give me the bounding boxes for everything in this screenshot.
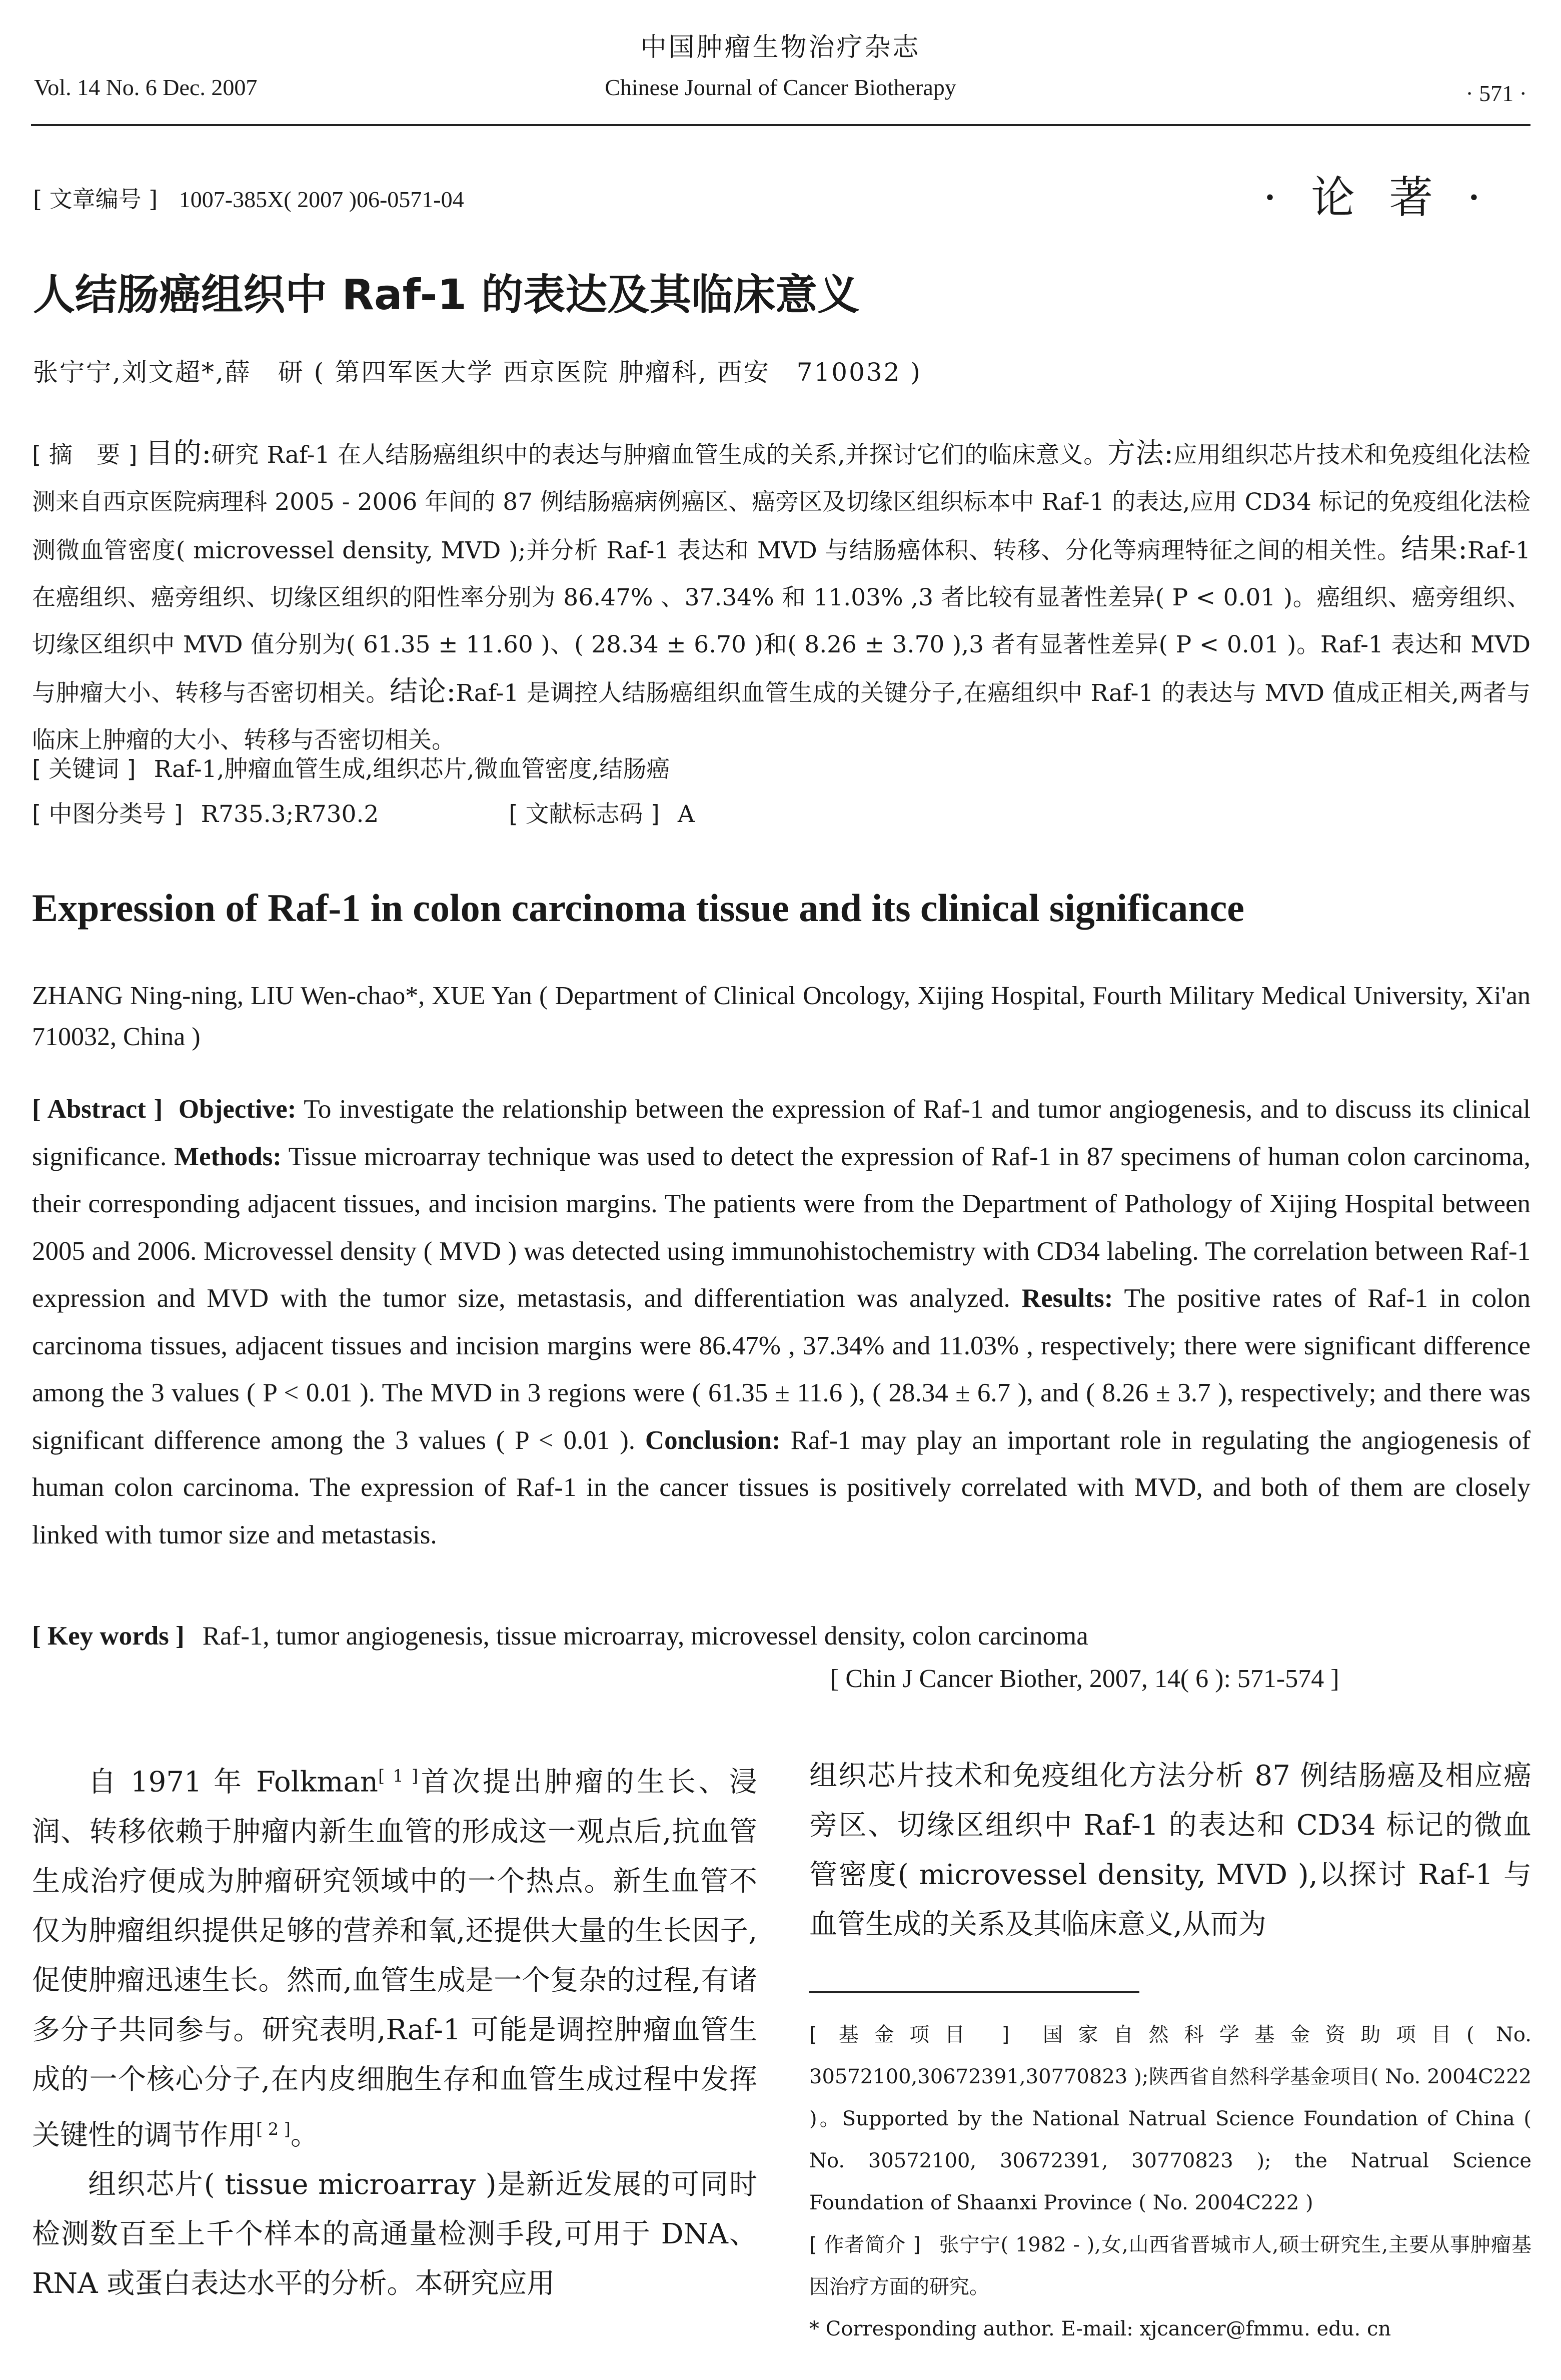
abstract-cn bbox=[32, 430, 1530, 764]
results-en: The positive rates of Raf-1 in colon carcinoma tissues, adjacent tissues and incision margins were 86.47% , 37.34% and 11.03% , respectively; there were significant difference among the 3 values ( P < 0.01 ). The MVD in 3 regions were ( 61.35 ± 11.6 ), ( 28.34 ± 6.7 ), and ( 8.26 ± 3.7 ), respectively; and there was significant difference among the 3 values ( P < 0.01 ). bbox=[32, 1284, 1530, 1455]
document-code-label: [ 文献标志码 ] bbox=[509, 801, 660, 828]
body-paragraph bbox=[32, 1751, 757, 2160]
objective-cn: 研究 Raf-1 在人结肠癌组织中的表达与肿瘤血管生成的关系,并探讨它们的临床意义。 bbox=[211, 441, 1107, 469]
page-number: · 571 · bbox=[1465, 81, 1527, 106]
article-number bbox=[33, 181, 464, 214]
journal-name-cn: 中国肿瘤生物治疗杂志 bbox=[640, 33, 921, 63]
funding-text: 国家自然科学基金资助项目( No. 30572100,30672391,30770823 );陕西省自然科学基金项目( No. 2004C222 )。Supported by the National Natrual Science Foundation of China ( No. 30572100, 30672391, 30770823 ); the Natrual Science Foundation of Shaanxi Province ( No. 2004C222 ) bbox=[809, 2023, 1532, 2214]
article-number-value: 1007-385X( 2007 )06-0571-04 bbox=[179, 187, 464, 212]
section-tag: · 论 著 · bbox=[1263, 172, 1491, 223]
conclusion-en: Raf-1 may play an important role in regulating the angiogenesis of human colon carcinoma. The expression of Raf-1 in the cancer tissues is positively correlated with MVD, and both of them are closely linked with tumor size and metastasis. bbox=[32, 1425, 1531, 1549]
authors-en: ZHANG Ning-ning, LIU Wen-chao*, XUE Yan ( Department of Clinical Oncology, Xijing Hospital, Fourth Military Medical University, Xi'an 710032, China ) bbox=[32, 982, 1530, 1051]
body-text: 自 1971 年 Folkman bbox=[88, 1766, 378, 1799]
conclusion-cn: Raf-1 是调控人结肠癌组织血管生成的关键分子,在癌组织中 Raf-1 的表达与 MVD 值成正相关,两者与临床上肿瘤的大小、转移与否密切相关。 bbox=[32, 679, 1531, 754]
footnotes bbox=[809, 2014, 1531, 2350]
abstract-cn-label: [ 摘 要 ] bbox=[32, 441, 138, 469]
author-bio-label: [ 作者简介 ] bbox=[809, 2233, 921, 2256]
body-left-column bbox=[32, 1751, 757, 2308]
methods-en-label: Methods: bbox=[174, 1142, 282, 1171]
classification bbox=[32, 796, 695, 829]
methods-en: Tissue microarray technique was used to detect the expression of Raf-1 in 87 specimens of human colon carcinoma, their corresponding adjacent tissues, and incision margins. The patients were from the Department of Pathology of Xijing Hospital between 2005 and 2006. Microvessel density ( MVD ) was detected using immunohistochemistry with CD34 labeling. The correlation between Raf-1 expression and MVD with the tumor size, metastasis, and differentiation was analyzed. bbox=[32, 1142, 1530, 1313]
keywords-cn-label: [ 关键词 ] bbox=[32, 755, 136, 783]
header-divider bbox=[31, 124, 1530, 126]
title-en: Expression of Raf-1 in colon carcinoma tissue and its clinical significance bbox=[32, 886, 1244, 930]
results-cn-label: 结果: bbox=[1401, 533, 1467, 565]
keywords-cn-value: Raf-1,肿瘤血管生成,组织芯片,微血管密度,结肠癌 bbox=[154, 755, 670, 783]
keywords-cn bbox=[32, 750, 670, 784]
objective-cn-label: 目的: bbox=[145, 437, 212, 470]
keywords-en bbox=[32, 1621, 1088, 1651]
author-bio-text: 张宁宁( 1982 - ),女,山西省晋城市人,硕士研究生,主要从事肿瘤基因治疗方面的研究。 bbox=[809, 2233, 1532, 2298]
authors-cn: 张宁宁,刘文超*,薛 研 ( 第四军医大学 西京医院 肿瘤科, 西安 710032 ) bbox=[33, 358, 922, 387]
abstract-en-label: [ Abstract ] bbox=[32, 1095, 163, 1124]
funding-label: [ 基金项目 ] bbox=[809, 2023, 1010, 2046]
results-cn: Raf-1 在癌组织、癌旁组织、切缘区组织的阳性率分别为 86.47% 、37.34% 和 11.03% ,3 者比较有显著性差异( P < 0.01 )。癌组织、癌旁组织、切缘区组织中 MVD 值分别为( 61.35 ± 11.60 )、( 28.34 ± 6.70 )和( 8.26 ± 3.70 ),3 者有显著性差异( P < 0.01 )。Raf-1 表达和 MVD 与肿瘤大小、转移与否密切相关。 bbox=[32, 537, 1530, 707]
abstract-en bbox=[32, 1086, 1530, 1558]
classification-label: [ 中图分类号 ] bbox=[32, 801, 183, 828]
conclusion-en-label: Conclusion: bbox=[645, 1425, 781, 1455]
classification-value: R735.3;R730.2 bbox=[201, 801, 379, 828]
body-right-column: 组织芯片技术和免疫组化方法分析 87 例结肠癌及相应癌旁区、切缘区组织中 Raf-1 的表达和 CD34 标记的微血管密度( microvessel density, MVD ),以探讨 Raf-1 与血管生成的关系及其临床意义,从而为 bbox=[809, 1760, 1531, 1941]
corresponding-author: * Corresponding author. E-mail: xjcancer@fmmu. edu. cn bbox=[809, 2317, 1391, 2340]
conclusion-cn-label: 结论: bbox=[390, 675, 456, 708]
title-cn: 人结肠癌组织中 Raf-1 的表达及其临床意义 bbox=[33, 270, 860, 319]
citation: [ Chin J Cancer Biother, 2007, 14( 6 ): 571-574 ] bbox=[830, 1665, 1339, 1693]
body-text: 首次提出肿瘤的生长、浸润、转移依赖于肿瘤内新生血管的形成这一观点后,抗血管生成治疗便成为肿瘤研究领域中的一个热点。新生血管不仅为肿瘤组织提供足够的营养和氧,还提供大量的生长因子,促使肿瘤迅速生长。然而,血管生成是一个复杂的过程,有诸多分子共同参与。研究表明,Raf-1 可能是调控肿瘤血管生成的一个核心分子,在内皮细胞生存和血管生成过程中发挥关键性的调节作用 bbox=[32, 1766, 757, 2152]
keywords-en-label: [ Key words ] bbox=[32, 1622, 185, 1651]
body-paragraph: 组织芯片( tissue microarray )是新近发展的可同时检测数百至上千个样本的高通量检测手段,可用于 DNA、RNA 或蛋白表达水平的分析。本研究应用 bbox=[32, 2168, 757, 2300]
article-number-label: [ 文章编号 ] bbox=[33, 186, 158, 213]
reference-link[interactable]: [ 1 ] bbox=[378, 1766, 419, 1786]
results-en-label: Results: bbox=[1021, 1284, 1113, 1313]
objective-en: To investigate the relationship between the expression of Raf-1 and tumor angiogenesis, and to discuss its clinical significance. bbox=[32, 1095, 1531, 1171]
methods-cn: 应用组织芯片技术和免疫组化法检测来自西京医院病理科 2005 - 2006 年间的 87 例结肠癌病例癌区、癌旁区及切缘区组织标本中 Raf-1 的表达,应用 CD34 标记的免疫组化法检测微血管密度( microvessel density, MVD );并分析 Raf-1 表达和 MVD 与结肠癌体积、转移、分化等病理特征之间的相关性。 bbox=[32, 441, 1530, 564]
volume-issue: Vol. 14 No. 6 Dec. 2007 bbox=[34, 75, 258, 100]
funding-note bbox=[809, 2014, 1531, 2224]
body-text: 。 bbox=[290, 2119, 319, 2152]
document-code-value: A bbox=[677, 801, 695, 828]
author-note bbox=[809, 2224, 1531, 2308]
journal-name-en: Chinese Journal of Cancer Biotherapy bbox=[605, 75, 956, 100]
objective-en-label: Objective: bbox=[178, 1095, 297, 1124]
keywords-en-value: Raf-1, tumor angiogenesis, tissue microarray, microvessel density, colon carcinoma bbox=[202, 1622, 1088, 1651]
reference-link[interactable]: [ 2 ] bbox=[256, 2119, 291, 2139]
footnote-divider bbox=[809, 1991, 1139, 1993]
methods-cn-label: 方法: bbox=[1107, 437, 1173, 470]
